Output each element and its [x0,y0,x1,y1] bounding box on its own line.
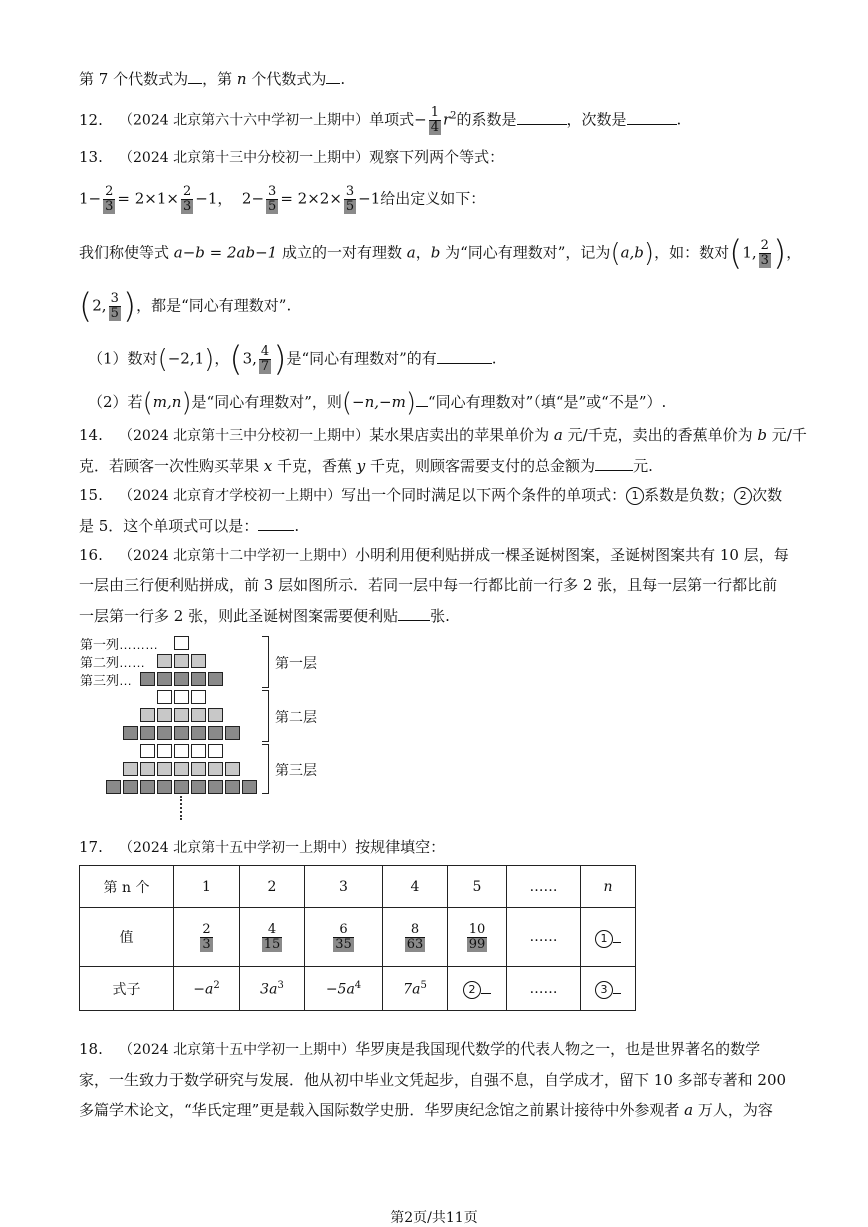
question-16-cont1: 一层由三行便利贴拼成，前 3 层如图所示．若同一层中每一行都比前一行多 2 张，且每一层第一行都比前 [79,576,778,594]
sticky-note [191,690,206,704]
answer-cell-1[interactable]: 1 [581,908,636,967]
sticky-note [225,726,240,740]
sticky-note [140,780,155,794]
header-cell: 2 [240,866,305,908]
expr-cell: $-5a^4$ [305,967,383,1011]
layer-label: 第一层 [275,655,317,671]
sticky-note [225,780,240,794]
text: 观察下列两个等式： [369,148,505,166]
question-16: 16. （2024 北京第十二中学初一上期中）小明利用便利贴拼成一棵圣诞树图案，圣诞树图案共有 10 层，每 [79,546,789,564]
text: ，次数是 [566,110,627,129]
answer-blank[interactable] [437,348,492,364]
brace [262,744,269,794]
text: 单项式 [369,110,415,129]
sticky-note [174,708,189,722]
text: ，第 [202,70,237,88]
row-label: 式子 [80,967,174,1011]
continuation-dots [180,796,184,820]
answer-blank[interactable] [188,68,202,84]
sticky-note [208,762,223,776]
header-cell: 4 [383,866,448,908]
text: 的系数是 [456,110,517,129]
q13-subquestion-1: （1）数对(−2,1)，(3, $\frac{4}{7}$ )是“同心有理数对”的有 . [88,339,497,380]
sticky-note [140,708,155,722]
sticky-note [140,762,155,776]
brace [262,690,269,742]
sticky-note [174,726,189,740]
q13-definition: 我们称使等式 a−b = 2ab−1 成立的一对有理数 a，b 为“同心有理数对”，记为(a,b)，如：数对(1, $\frac{2}{3}$ )， [79,233,802,274]
row-label: 第三列… [80,673,133,688]
layer-label: 第三层 [275,762,317,778]
sticky-note [157,690,172,704]
sticky-note [157,780,172,794]
answer-blank[interactable] [416,391,428,407]
sticky-note [157,726,172,740]
expr-cell: $7a^5$ [383,967,448,1011]
header-cell: 5 [448,866,507,908]
sticky-note [191,780,206,794]
question-number: 12. [79,110,103,129]
sticky-note [174,654,189,668]
sticky-note [174,690,189,704]
answer-blank[interactable] [326,68,340,84]
question-18-cont1: 家，一生致力于数学研究与发展．他从初中毕业文凭起步，自强不息，自学成才，留下 10 多部专著和 200 [79,1071,787,1089]
sticky-note [191,726,206,740]
sticky-note [157,672,172,686]
answer-blank[interactable] [398,605,430,621]
sticky-note [208,744,223,758]
sticky-note [157,744,172,758]
exponent: 2 [450,110,457,122]
sticky-note [123,780,138,794]
row-label: 值 [80,908,174,967]
ellipsis-cell: …… [507,908,581,967]
header-cell: …… [507,866,581,908]
ellipsis-cell: …… [507,967,581,1011]
question-15: 15. （2024 北京育才学校初一上期中）写出一个同时满足以下两个条件的单项式： 1 系数是负数； 2 次数 [79,486,783,504]
question-source: （2024 北京第六十六中学初一上期中） [119,112,370,129]
sticky-note [208,726,223,740]
answer-cell-2[interactable]: 2 [448,967,507,1011]
sticky-note [191,654,206,668]
sticky-note [106,780,121,794]
expr-cell: $3a^3$ [240,967,305,1011]
value-cell: $\frac{2}{3}$ [174,908,240,967]
value-cell: $\frac{4}{15}$ [240,908,305,967]
variable: r [442,110,451,129]
page-footer: 第2页/共11页 [390,1210,478,1226]
sticky-note [123,762,138,776]
sticky-note [140,672,155,686]
question-18-cont2: 多篇学术论文，“华氏定理”更是载入国际数学史册．华罗庚纪念馆之前累计接待中外参观者 a 万人，为容 [79,1101,773,1119]
sticky-note [140,744,155,758]
sticky-note [191,708,206,722]
question-15-cont: 是 5．这个单项式可以是： . [79,517,300,535]
text: 第 7 个代数式为 [79,70,189,88]
sticky-note [157,708,172,722]
value-cell: $\frac{8}{63}$ [383,908,448,967]
circled-number: 2 [734,487,752,505]
answer-blank[interactable] [595,455,633,471]
christmas-tree-figure [78,632,338,822]
sticky-note [191,744,206,758]
sticky-note [191,672,206,686]
sticky-note [208,672,223,686]
text: . [676,110,682,129]
q13-definition-cont: (2, $\frac{3}{5}$ )，都是“同心有理数对”. [79,286,292,327]
value-cell: $\frac{10}{99}$ [448,908,507,967]
question-17: 17. （2024 北京第十五中学初一上期中）按规律填空： [79,838,446,856]
sticky-note [157,654,172,668]
sticky-note [191,762,206,776]
layer-label: 第二层 [275,709,317,725]
expr-cell: $-a^2$ [174,967,240,1011]
q13-subquestion-2: （2）若(m,n)是“同心有理数对”，则(−n,−m) “同心有理数对”（填“是”或“不是”）. [88,388,667,418]
degree-blank[interactable] [627,109,677,125]
answer-blank[interactable] [258,515,294,531]
question-14: 14. （2024 北京第十三中分校初一上期中）某水果店卖出的苹果单价为 a 元/千克，卖出的香蕉单价为 b 元/千 [79,426,807,444]
text: 个代数式为 [246,70,327,88]
text: − [414,110,427,129]
q13-equations: 1− $\frac{2}{3}$ = 2×1× $\frac{2}{3}$ −1， 2− $\frac{3}{5}$ = 2×2× $\frac{3}{5}$ −1给出定义如下： [79,184,486,214]
sticky-note [174,762,189,776]
sticky-note [174,744,189,758]
brace [262,636,269,688]
answer-cell-3[interactable]: 3 [581,967,636,1011]
value-cell: $\frac{6}{35}$ [305,908,383,967]
question-number: 13. [79,148,103,166]
sticky-note [157,762,172,776]
sticky-note [225,762,240,776]
header-label: 第 n 个 [80,866,174,908]
fraction: $\frac{1}{4}$ [430,105,439,135]
sticky-note [242,780,257,794]
circled-number: 1 [626,487,644,505]
sticky-note [174,780,189,794]
question-16-cont2: 一层第一行多 2 张，则此圣诞树图案需要便利贴 张. [79,607,450,625]
sticky-note [174,672,189,686]
question-18: 18. （2024 北京第十五中学初一上期中）华罗庚是我国现代数学的代表人物之一，也是世界著名的数学 [79,1040,761,1058]
sticky-note [208,780,223,794]
variable: n [236,70,247,88]
header-cell: 1 [174,866,240,908]
coefficient-blank[interactable] [517,109,567,125]
question-13 [79,147,504,168]
q11-tail [79,68,345,89]
sticky-note [123,726,138,740]
header-cell: n [581,866,636,908]
question-12 [79,106,681,135]
sticky-note [208,708,223,722]
row-label: 第二列…… [80,655,146,670]
sticky-note [140,726,155,740]
row-label: 第一列……… [80,637,159,652]
text: . [340,70,346,88]
pattern-table [79,865,636,1011]
question-source: （2024 北京第十三中分校初一上期中） [119,150,370,166]
question-14-cont: 克．若顾客一次性购买苹果 x 千克，香蕉 y 千克，则顾客需要支付的总金额为 元. [79,457,653,475]
sticky-note [174,636,189,650]
header-cell: 3 [305,866,383,908]
